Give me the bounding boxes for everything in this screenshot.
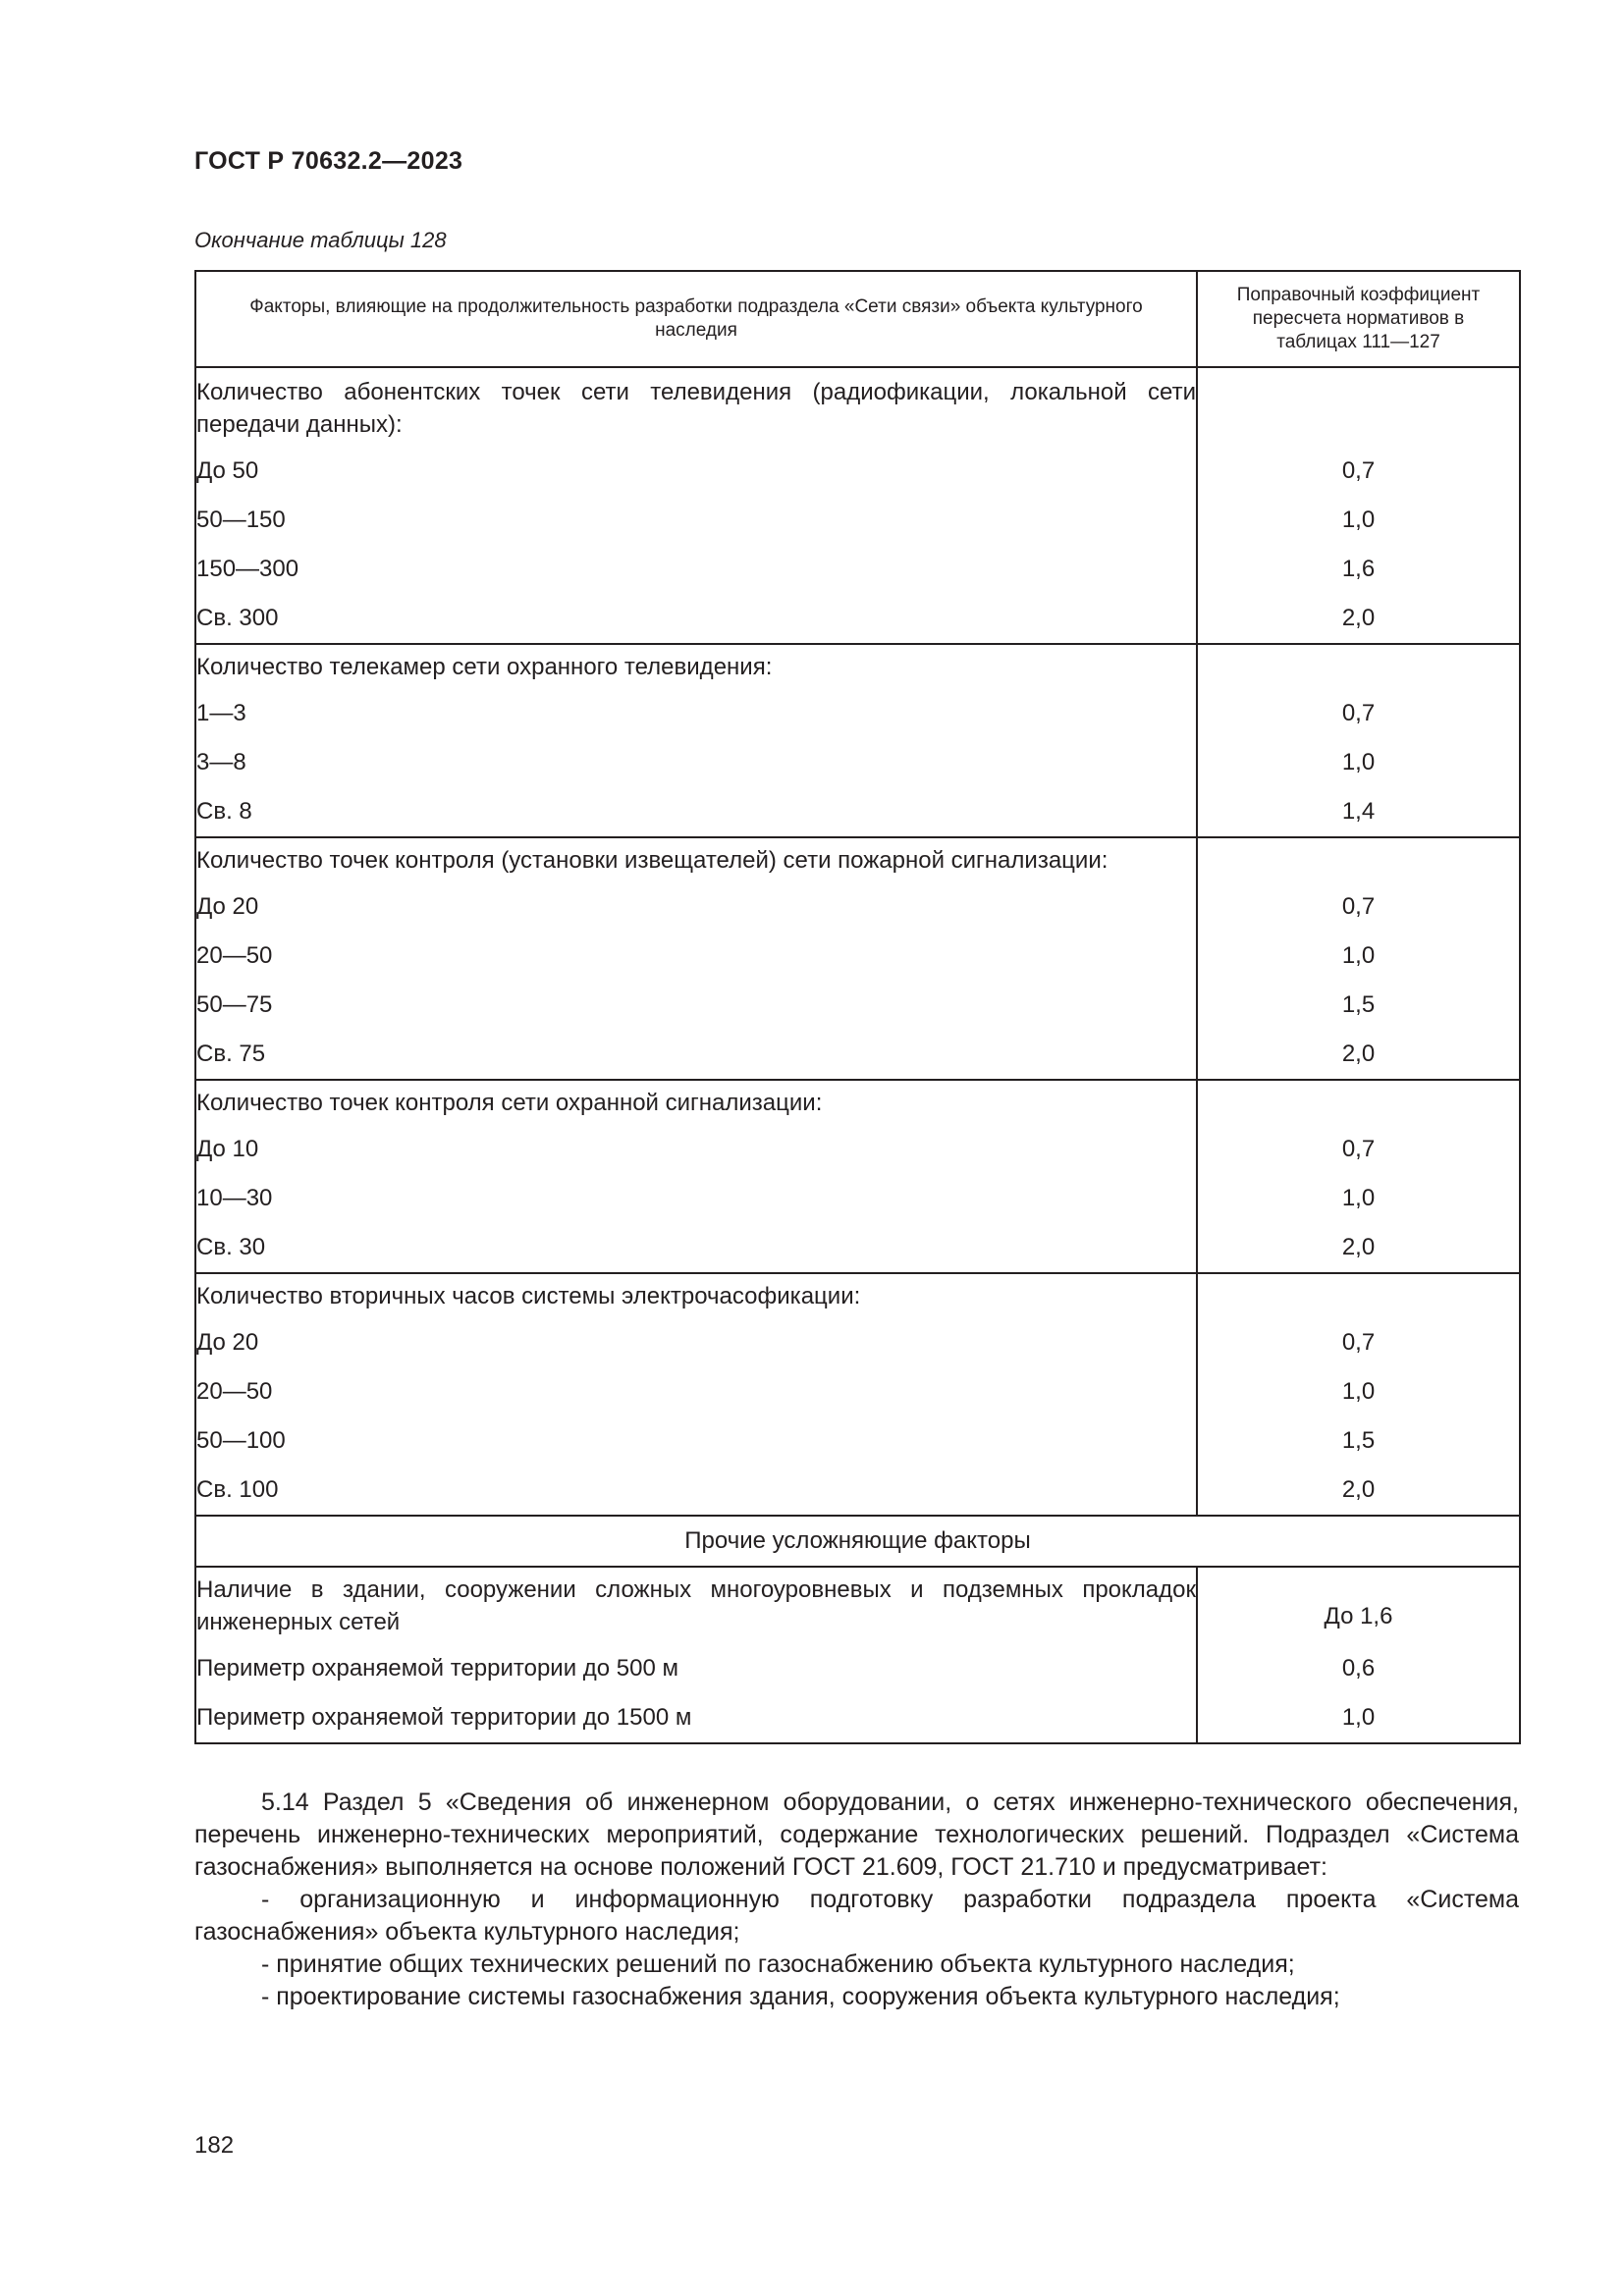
- table-row: [195, 1693, 1520, 1743]
- table-row: [195, 1644, 1520, 1693]
- table-row: [195, 882, 1520, 932]
- coef-cell: 1,4: [1197, 787, 1520, 837]
- table-row: [195, 932, 1520, 981]
- coef-cell: 0,7: [1197, 1318, 1520, 1367]
- coef-cell: 0,7: [1197, 447, 1520, 496]
- factor-cell: 20—50: [195, 932, 1197, 981]
- coef-cell: [1197, 1080, 1520, 1125]
- coef-cell: 1,6: [1197, 545, 1520, 594]
- factor-cell: Св. 300: [195, 594, 1197, 644]
- list-item: - принятие общих технических решений по газоснабжению объекта культурного наследия;: [261, 1950, 1295, 1978]
- factor-cell: До 20: [195, 882, 1197, 932]
- factor-cell: Св. 100: [195, 1466, 1197, 1516]
- table-row: [195, 545, 1520, 594]
- coef-cell: 1,0: [1197, 1693, 1520, 1743]
- table-row: [195, 447, 1520, 496]
- factor-cell: 1—3: [195, 689, 1197, 738]
- section-text: [194, 1787, 1519, 2013]
- factor-cell: 50—100: [195, 1416, 1197, 1466]
- factor-cell: 150—300: [195, 545, 1197, 594]
- table-row: [195, 1367, 1520, 1416]
- other-factors-header: Прочие усложняющие факторы: [195, 1516, 1520, 1567]
- factor-cell: 50—75: [195, 981, 1197, 1030]
- coef-cell: 1,0: [1197, 1367, 1520, 1416]
- group-title: Количество точек контроля сети охранной сигнализации:: [195, 1080, 1197, 1125]
- table-row: [195, 787, 1520, 837]
- coef-cell: 0,6: [1197, 1644, 1520, 1693]
- coef-cell: [1197, 1273, 1520, 1318]
- coefficient-table: [194, 270, 1521, 1744]
- factor-cell: Св. 75: [195, 1030, 1197, 1080]
- table-row: [195, 981, 1520, 1030]
- group-title-row: [195, 1273, 1520, 1318]
- table-row: [195, 1318, 1520, 1367]
- table-row: [195, 1223, 1520, 1273]
- page-number: 182: [194, 2132, 235, 2159]
- coefficient-column-header: Поправочный коэффициент пересчета нормативов в таблицах 111—127: [1197, 271, 1520, 367]
- group-title: Количество точек контроля (установки извещателей) сети пожарной сигнализации:: [195, 837, 1197, 882]
- factor-cell: 50—150: [195, 496, 1197, 545]
- coef-cell: 2,0: [1197, 1030, 1520, 1080]
- document-header: ГОСТ Р 70632.2—2023: [194, 147, 463, 175]
- table-row: [195, 738, 1520, 787]
- coef-cell: 2,0: [1197, 1223, 1520, 1273]
- coef-cell: 1,0: [1197, 738, 1520, 787]
- table-row: [195, 1567, 1520, 1644]
- table-row: [195, 496, 1520, 545]
- coef-cell: 0,7: [1197, 689, 1520, 738]
- factor-cell: Наличие в здании, сооружении сложных многоуровневых и подземных прокладок инженерных сетей: [195, 1567, 1197, 1644]
- coef-cell: 1,0: [1197, 496, 1520, 545]
- coef-cell: 0,7: [1197, 1125, 1520, 1174]
- factor-cell: Периметр охраняемой территории до 500 м: [195, 1644, 1197, 1693]
- table-row: [195, 689, 1520, 738]
- paragraph-5-14: 5.14 Раздел 5 «Сведения об инженерном оборудовании, о сетях инженерно-технического обеспечения, перечень инженерно-технических мероприятий, содержание технологических решений. Подраздел «Система газоснабжения» выполняется на основе положений ГОСТ 21.609, ГОСТ 21.710 и предусматривает:: [194, 1789, 1519, 1881]
- group-title: Количество вторичных часов системы электрочасофикации:: [195, 1273, 1197, 1318]
- table-body: [195, 370, 1520, 1743]
- factor-cell: 10—30: [195, 1174, 1197, 1223]
- list-item: - организационную и информационную подготовку разработки подраздела проекта «Система газоснабжения» объекта культурного наследия;: [194, 1886, 1519, 1946]
- group-title: Количество абонентских точек сети телевидения (радиофикации, локальной сети передачи данных):: [195, 370, 1197, 447]
- group-title-row: [195, 837, 1520, 882]
- coef-cell: 1,0: [1197, 932, 1520, 981]
- table-row: [195, 1416, 1520, 1466]
- table-caption: Окончание таблицы 128: [194, 228, 447, 252]
- table-row: [195, 1030, 1520, 1080]
- factors-column-header: Факторы, влияющие на продолжительность разработки подраздела «Сети связи» объекта культурного наследия: [195, 271, 1197, 367]
- group-title-row: [195, 1080, 1520, 1125]
- factor-cell: До 50: [195, 447, 1197, 496]
- table-header-row: [195, 271, 1520, 367]
- group-title-row: [195, 370, 1520, 447]
- table-row: [195, 1174, 1520, 1223]
- coef-cell: [1197, 837, 1520, 882]
- coef-cell: 1,5: [1197, 981, 1520, 1030]
- coef-cell: До 1,6: [1197, 1567, 1520, 1644]
- coef-cell: 1,5: [1197, 1416, 1520, 1466]
- factor-cell: 20—50: [195, 1367, 1197, 1416]
- factor-cell: Св. 8: [195, 787, 1197, 837]
- factor-cell: 3—8: [195, 738, 1197, 787]
- factor-cell: Св. 30: [195, 1223, 1197, 1273]
- other-factors-header-row: [195, 1516, 1520, 1567]
- coef-cell: 2,0: [1197, 594, 1520, 644]
- coef-cell: [1197, 644, 1520, 689]
- table-row: [195, 1466, 1520, 1516]
- factor-cell: До 20: [195, 1318, 1197, 1367]
- coef-cell: 2,0: [1197, 1466, 1520, 1516]
- coef-cell: 0,7: [1197, 882, 1520, 932]
- factor-cell: Периметр охраняемой территории до 1500 м: [195, 1693, 1197, 1743]
- group-title: Количество телекамер сети охранного телевидения:: [195, 644, 1197, 689]
- group-title-row: [195, 644, 1520, 689]
- table-row: [195, 1125, 1520, 1174]
- table-row: [195, 594, 1520, 644]
- coef-cell: 1,0: [1197, 1174, 1520, 1223]
- coef-cell: [1197, 370, 1520, 447]
- factor-cell: До 10: [195, 1125, 1197, 1174]
- list-item: - проектирование системы газоснабжения здания, сооружения объекта культурного наследия;: [261, 1983, 1340, 2010]
